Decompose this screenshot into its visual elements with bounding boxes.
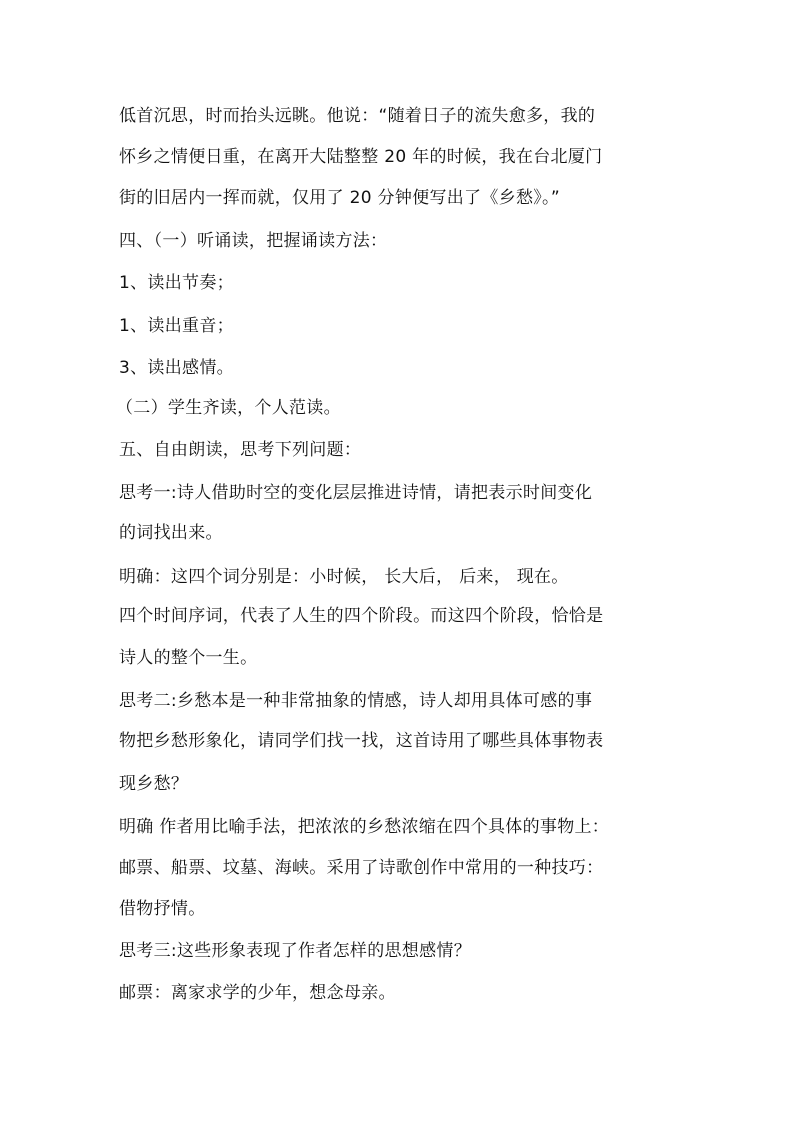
question-line: 思考三:这些形象表现了作者怎样的思想感情？ <box>119 941 472 961</box>
text-line: 物把乡愁形象化，请同学们找一找，这首诗用了哪些具体事物表 <box>119 731 604 751</box>
answer-line: 明确：这四个词分别是：小时候， 长大后， 后来， 现在。 <box>119 567 569 587</box>
list-item: 1、读出重音； <box>119 316 234 336</box>
list-item: 1、读出节奏； <box>119 273 234 293</box>
text-line: 低首沉思，时而抬头远眺。他说：“随着日子的流失愈多，我的 <box>119 106 596 126</box>
text-line: 街的旧居内一挥而就，仅用了 20 分钟便写出了《乡愁》。” <box>119 188 560 208</box>
text-line: 诗人的整个一生。 <box>119 648 258 668</box>
section-heading: 四、（一）听诵读，把握诵读方法： <box>119 231 388 251</box>
text-line: 借物抒情。 <box>119 899 206 919</box>
question-line: 思考一:诗人借助时空的变化层层推进诗情，请把表示时间变化 <box>119 483 593 503</box>
text-line: （二）学生齐读，个人范读。 <box>116 398 341 418</box>
question-line: 思考二:乡愁本是一种非常抽象的情感，诗人却用具体可感的事 <box>119 691 593 711</box>
text-line: 现乡愁？ <box>119 774 189 794</box>
text-line: 的词找出来。 <box>119 523 223 543</box>
answer-line: 明确 作者用比喻手法，把浓浓的乡愁浓缩在四个具体的事物上： <box>119 817 610 837</box>
text-line: 四个时间序词，代表了人生的四个阶段。而这四个阶段，恰恰是 <box>119 606 604 626</box>
section-heading: 五、自由朗读，思考下列问题： <box>119 440 362 460</box>
text-line: 怀乡之情便日重，在离开大陆整整 20 年的时候，我在台北厦门 <box>119 147 603 167</box>
text-line: 邮票：离家求学的少年，想念母亲。 <box>119 983 396 1003</box>
text-line: 邮票、船票、坟墓、海峡。采用了诗歌创作中常用的一种技巧： <box>119 858 604 878</box>
list-item: 3、读出感情。 <box>119 358 234 378</box>
